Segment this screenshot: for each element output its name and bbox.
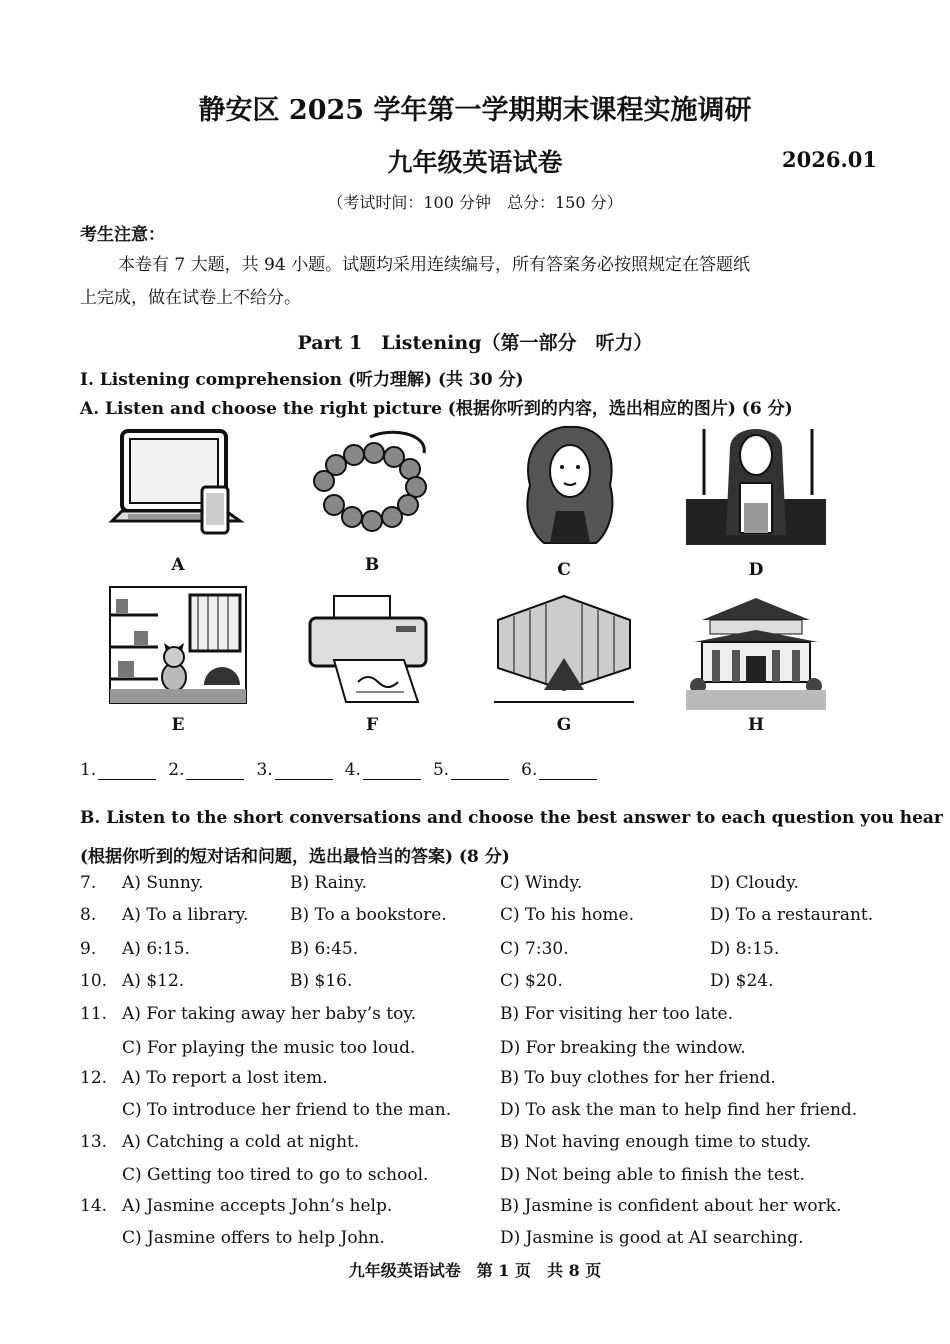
modern-building-icon bbox=[494, 590, 634, 710]
option[interactable]: B) Rainy. bbox=[290, 873, 367, 893]
option[interactable]: A) $12. bbox=[122, 971, 185, 991]
question-number: 14. bbox=[80, 1196, 108, 1216]
option[interactable]: B) $16. bbox=[290, 971, 353, 991]
option[interactable]: D) Cloudy. bbox=[710, 873, 799, 893]
picture-letter-B: B bbox=[364, 555, 380, 575]
notice-heading: 考生注意： bbox=[80, 225, 165, 245]
notice-line-2: 上完成，做在试卷上不给分。 bbox=[80, 288, 301, 308]
option[interactable]: D) Jasmine is good at AI searching. bbox=[500, 1228, 804, 1248]
answer-blank[interactable]: 5. bbox=[433, 760, 509, 780]
option[interactable]: B) To a bookstore. bbox=[290, 905, 447, 925]
page-footer: 九年级英语试卷 第 1 页 共 8 页 bbox=[348, 1261, 602, 1280]
option[interactable]: A) Jasmine accepts John’s help. bbox=[122, 1196, 393, 1216]
option[interactable]: A) To a library. bbox=[122, 905, 249, 925]
answer-blank[interactable]: 1. bbox=[80, 760, 156, 780]
option[interactable]: D) 8:15. bbox=[710, 939, 780, 959]
question-number: 13. bbox=[80, 1132, 108, 1152]
answer-blank[interactable]: 3. bbox=[256, 760, 332, 780]
option[interactable]: C) $20. bbox=[500, 971, 563, 991]
option[interactable]: D) To a restaurant. bbox=[710, 905, 874, 925]
exam-date: 2026.01 bbox=[782, 147, 877, 172]
picture-letter-C: C bbox=[557, 560, 571, 580]
picture-letter-E: E bbox=[171, 715, 185, 735]
option[interactable]: C) Windy. bbox=[500, 873, 583, 893]
answer-blanks bbox=[80, 760, 597, 780]
option[interactable]: B) Jasmine is confident about her work. bbox=[500, 1196, 842, 1216]
option[interactable]: D) To ask the man to help find her friend. bbox=[500, 1100, 858, 1120]
question-number: 7. bbox=[80, 873, 97, 893]
option[interactable]: C) Jasmine offers to help John. bbox=[122, 1228, 385, 1248]
exam-title: 静安区 2025 学年第一学期期末课程实施调研 bbox=[198, 95, 752, 126]
section-A-heading: A. Listen and choose the right picture (根据你听到的内容，选出相应的图片) (6 分) bbox=[80, 399, 793, 419]
pet-shop-cat-icon bbox=[108, 585, 248, 705]
bead-bracelet-icon bbox=[300, 425, 440, 545]
option[interactable]: C) 7:30. bbox=[500, 939, 569, 959]
question-number: 10. bbox=[80, 971, 108, 991]
option[interactable]: D) Not being able to finish the test. bbox=[500, 1165, 805, 1185]
picture-letter-H: H bbox=[747, 715, 765, 735]
option[interactable]: A) Catching a cold at night. bbox=[122, 1132, 360, 1152]
section-B-heading-2: (根据你听到的短对话和问题，选出最恰当的答案) (8 分) bbox=[80, 847, 510, 867]
answer-blank[interactable]: 4. bbox=[345, 760, 421, 780]
exam-info: （考试时间：100 分钟 总分：150 分） bbox=[327, 193, 623, 212]
option[interactable]: B) To buy clothes for her friend. bbox=[500, 1068, 776, 1088]
exam-subtitle: 九年级英语试卷 bbox=[387, 148, 563, 177]
question-number: 8. bbox=[80, 905, 97, 925]
option[interactable]: B) Not having enough time to study. bbox=[500, 1132, 812, 1152]
option[interactable]: D) $24. bbox=[710, 971, 774, 991]
part1-title: Part 1 Listening（第一部分 听力） bbox=[297, 332, 653, 354]
notice-line-1: 本卷有 7 大题，共 94 小题。试题均采用连续编号，所有答案务必按照规定在答题纸 bbox=[118, 255, 751, 275]
picture-letter-D: D bbox=[748, 560, 764, 580]
laptop-phone-icon bbox=[108, 425, 248, 545]
option[interactable]: C) For playing the music too loud. bbox=[122, 1038, 416, 1058]
option[interactable]: C) To his home. bbox=[500, 905, 634, 925]
curly-hair-woman-icon bbox=[500, 425, 640, 545]
long-hair-girl-icon bbox=[686, 425, 826, 545]
option[interactable]: A) To report a lost item. bbox=[122, 1068, 328, 1088]
option[interactable]: B) For visiting her too late. bbox=[500, 1004, 733, 1024]
picture-letter-G: G bbox=[556, 715, 572, 735]
printer-icon bbox=[300, 590, 440, 710]
question-number: 9. bbox=[80, 939, 97, 959]
option[interactable]: C) To introduce her friend to the man. bbox=[122, 1100, 452, 1120]
section-I-heading: I. Listening comprehension (听力理解) (共 30 分) bbox=[80, 370, 524, 390]
answer-blank[interactable]: 2. bbox=[168, 760, 244, 780]
picture-letter-F: F bbox=[365, 715, 379, 735]
picture-letter-A: A bbox=[171, 555, 185, 575]
option[interactable]: A) For taking away her baby’s toy. bbox=[122, 1004, 417, 1024]
option[interactable]: D) For breaking the window. bbox=[500, 1038, 746, 1058]
option[interactable]: A) Sunny. bbox=[122, 873, 204, 893]
section-B-heading-1: B. Listen to the short conversations and choose the best answer to each question you hear bbox=[80, 808, 943, 828]
option[interactable]: B) 6:45. bbox=[290, 939, 359, 959]
question-number: 12. bbox=[80, 1068, 108, 1088]
answer-blank[interactable]: 6. bbox=[521, 760, 597, 780]
temple-icon bbox=[686, 590, 826, 710]
option[interactable]: A) 6:15. bbox=[122, 939, 190, 959]
option[interactable]: C) Getting too tired to go to school. bbox=[122, 1165, 429, 1185]
question-number: 11. bbox=[80, 1004, 108, 1024]
